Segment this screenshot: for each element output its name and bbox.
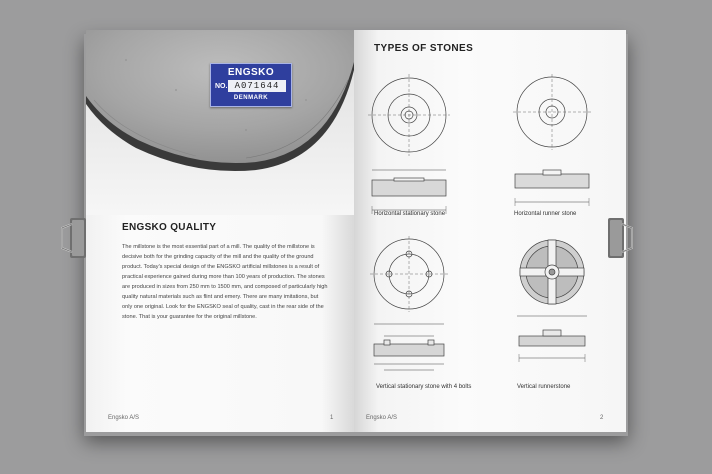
caption-vertical-runnerstone: Vertical runnerstone bbox=[517, 384, 571, 390]
body-text: The millstone is the most essential part of a mill. The quality of the millstone is decisive both for the grinding capacity of the mill and the quality of the ground product. Today's special design of the ENGSKO artificial millstones is a result of practical experience gained during more than 100 years of production. The stones are produced in sizes from 250 mm to 1500 mm, and composed of particularly high quality natural materials such as flint and emery. There are many imitations, but only one original. Look for the ENGSKO seal of quality, cast in the rear side of the stone. That is your guarantee for the original millstone. bbox=[122, 244, 328, 320]
page-title: TYPES OF STONES bbox=[374, 43, 474, 54]
badge-country: DENMARK bbox=[233, 95, 269, 101]
page-number: 1 bbox=[330, 415, 334, 421]
binder-clip-right bbox=[606, 216, 634, 260]
caption-horizontal-stationary-stone: Horizontal stationary stone bbox=[374, 211, 446, 217]
footer-company: Engsko A/S bbox=[366, 415, 398, 421]
section-heading: ENGSKO QUALITY bbox=[122, 222, 217, 233]
left-page bbox=[86, 30, 354, 432]
page-number: 2 bbox=[600, 415, 604, 421]
millstone-photo bbox=[86, 30, 354, 215]
right-page bbox=[354, 30, 626, 432]
badge-no-label: NO. bbox=[215, 83, 228, 90]
binder-clip-left bbox=[60, 216, 88, 260]
badge-serial-number: A071644 bbox=[228, 80, 286, 92]
vertical-runnerstone-diagram bbox=[509, 232, 595, 380]
badge-brand: ENGSKO bbox=[227, 67, 275, 78]
horizontal-runner-stone-diagram bbox=[509, 70, 595, 230]
caption-horizontal-runner-stone: Horizontal runner stone bbox=[514, 211, 577, 217]
caption-vertical-stationary-stone: Vertical stationary stone with 4 bolts bbox=[376, 384, 472, 390]
engsko-seal-badge bbox=[210, 63, 292, 107]
footer-company: Engsko A/S bbox=[108, 415, 140, 421]
vertical-stationary-stone-diagram bbox=[366, 232, 456, 380]
horizontal-stationary-stone-diagram bbox=[366, 70, 452, 230]
